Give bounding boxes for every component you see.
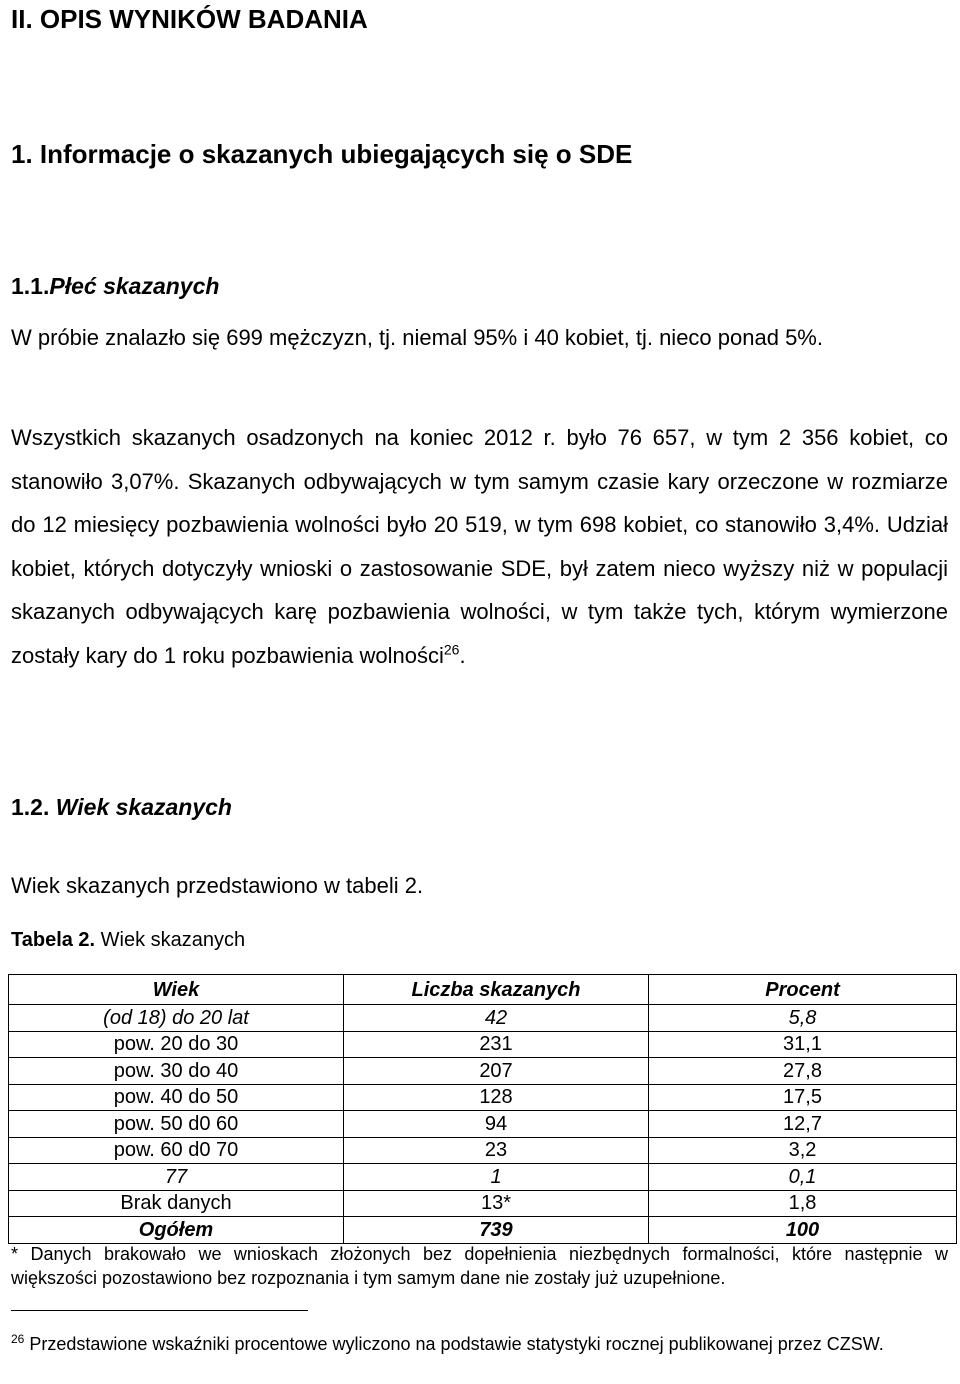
cell-percent: 27,8 <box>649 1058 957 1085</box>
cell-count: 23 <box>344 1137 649 1164</box>
cell-age: 77 <box>9 1164 344 1191</box>
cell-count: 739 <box>344 1217 649 1244</box>
cell-percent: 5,8 <box>649 1005 957 1032</box>
cell-percent: 3,2 <box>649 1137 957 1164</box>
footnote-divider <box>11 1310 308 1311</box>
age-table <box>8 974 957 1244</box>
subsection-heading-sex <box>11 271 219 301</box>
header-cell-percent: Procent <box>649 975 957 1005</box>
footnote <box>11 1332 948 1357</box>
subsection-heading-age <box>11 792 232 822</box>
cell-count: 1 <box>344 1164 649 1191</box>
table-row <box>9 1164 957 1191</box>
table-caption-text: Wiek skazanych <box>95 929 246 951</box>
cell-count: 231 <box>344 1031 649 1058</box>
cell-age: pow. 20 do 30 <box>9 1031 344 1058</box>
cell-age: Ogółem <box>9 1217 344 1244</box>
cell-percent: 100 <box>649 1217 957 1244</box>
table-total-row <box>9 1217 957 1244</box>
section-heading: 1. Informacje o skazanych ubiegających się o SDE <box>11 139 633 169</box>
footnote-text: Przedstawione wskaźniki procentowe wyliczono na podstawie statystyki rocznej publikowanej przez CZSW. <box>24 1334 884 1354</box>
cell-percent: 0,1 <box>649 1164 957 1191</box>
cell-age: pow. 30 do 40 <box>9 1058 344 1085</box>
table-row <box>9 1084 957 1111</box>
table-caption <box>11 926 245 954</box>
table-row <box>9 1111 957 1138</box>
header-cell-count: Liczba skazanych <box>344 975 649 1005</box>
sample-summary-text: W próbie znalazło się 699 mężczyzn, tj. niemal 95% i 40 kobiet, tj. nieco ponad 5%. <box>11 325 823 350</box>
chapter-heading: II. OPIS WYNIKÓW BADANIA <box>11 4 368 34</box>
subsection-number: 1.2. <box>11 794 50 820</box>
table-row <box>9 1137 957 1164</box>
cell-percent: 31,1 <box>649 1031 957 1058</box>
footnote-number: 26 <box>11 1332 25 1346</box>
table-note: * Danych brakowało we wnioskach złożonych bez dopełnienia niezbędnych formalności, które następnie w większości pozostawiono bez rozpoznania i tym samym dane nie zostały już uzupełnione. <box>11 1244 948 1288</box>
table-row <box>9 1031 957 1058</box>
cell-age: pow. 60 d0 70 <box>9 1137 344 1164</box>
cell-percent: 1,8 <box>649 1190 957 1217</box>
header-cell-age: Wiek <box>9 975 344 1005</box>
footnote-reference: 26 <box>443 641 460 658</box>
cell-age: pow. 50 d0 60 <box>9 1111 344 1138</box>
cell-age: (od 18) do 20 lat <box>9 1005 344 1032</box>
table-row <box>9 1190 957 1217</box>
table-intro-text: Wiek skazanych przedstawiono w tabeli 2. <box>11 873 424 898</box>
paragraph-end: . <box>459 642 466 668</box>
body-paragraph <box>11 416 948 677</box>
subsection-title: Płeć skazanych <box>49 273 220 299</box>
cell-percent: 12,7 <box>649 1111 957 1138</box>
paragraph-text: Wszystkich skazanych osadzonych na koniec 2012 r. było 76 657, w tym 2 356 kobiet, co stanowiło 3,07%. Skazanych odbywających w tym samym czasie kary orzeczone w rozmiarze do 12 miesięcy pozbawienia wolności było 20 519, w tym 698 kobiet, co stanowiło 3,4%. Udział kobiet, których dotyczyły wnioski o zastosowanie SDE, był zatem nieco wyższy niż w populacji skazanych odbywających karę pozbawienia wolności, w tym także tych, którym wymierzone zostały kary do 1 roku pozbawienia wolności <box>11 425 948 668</box>
cell-age: Brak danych <box>9 1190 344 1217</box>
subsection-number: 1.1. <box>11 273 50 299</box>
cell-age: pow. 40 do 50 <box>9 1084 344 1111</box>
cell-count: 207 <box>344 1058 649 1085</box>
table-caption-label: Tabela 2. <box>11 929 96 951</box>
table-row <box>9 1058 957 1085</box>
cell-count: 94 <box>344 1111 649 1138</box>
cell-count: 13* <box>344 1190 649 1217</box>
table-header-row <box>9 975 957 1005</box>
cell-percent: 17,5 <box>649 1084 957 1111</box>
subsection-title: Wiek skazanych <box>55 794 232 820</box>
cell-count: 128 <box>344 1084 649 1111</box>
table-row <box>9 1005 957 1032</box>
cell-count: 42 <box>344 1005 649 1032</box>
